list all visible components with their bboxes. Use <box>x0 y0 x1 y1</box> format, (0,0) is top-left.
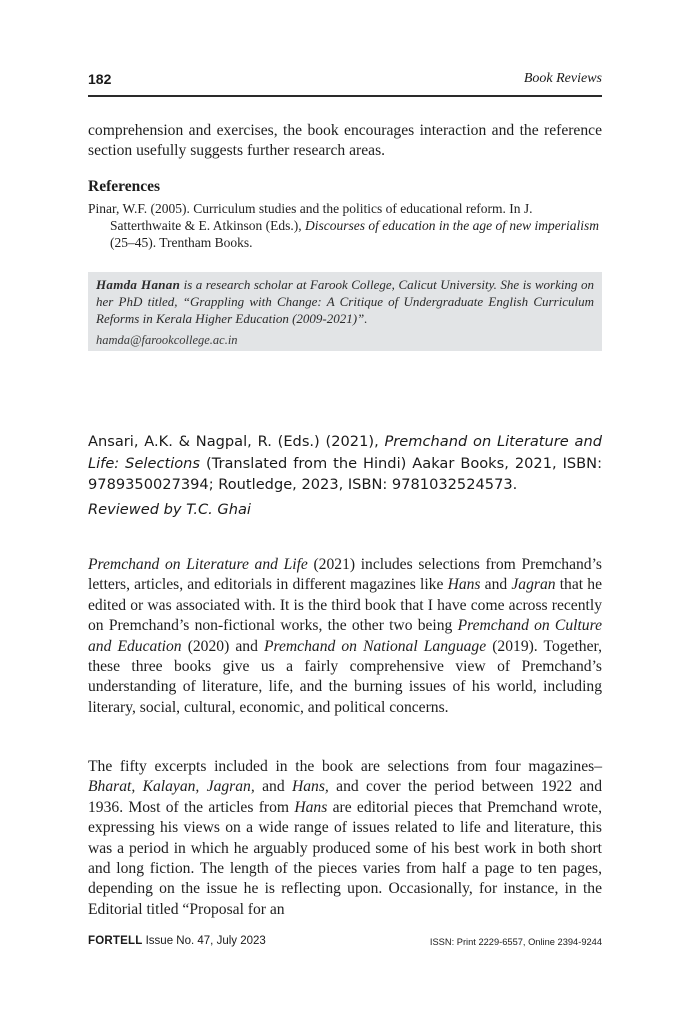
section-title: Book Reviews <box>523 71 602 86</box>
para-segment: that he edited or was associated with. It is the third book that I have come across recently on Premchand’s non-fictional works, the other two being <box>88 576 602 635</box>
author-email: hamda@farookcollege.ac.in <box>96 332 238 347</box>
para-segment: Premchand on Culture and Education <box>88 617 602 655</box>
footer-journal-issue <box>88 935 266 947</box>
para-segment: Jagran <box>511 576 556 594</box>
journal-page <box>88 0 602 1024</box>
journal-brand: FORTELL <box>88 935 143 947</box>
reference-entry <box>88 200 602 252</box>
reference-lead: Pinar, W.F. (2005). Curriculum studies and the politics of educational reform. In J. Satterthwaite & E. Atkinson (Eds.), <box>88 201 533 234</box>
author-bio-text <box>96 276 594 328</box>
para-segment: and cover the period between 1922 and 1936. Most of the articles from <box>88 778 602 816</box>
references-heading: References <box>88 178 161 195</box>
header-rule <box>88 95 602 97</box>
reference-tail: (25–45). Trentham Books. <box>110 235 253 251</box>
author-name: Hamda Hanan <box>96 277 181 292</box>
para-segment: Hans, <box>291 778 329 796</box>
review-paragraph-2 <box>88 757 602 920</box>
issue-label: Issue No. 47, July 2023 <box>142 935 266 947</box>
para-segment: (2019). Together, these three books give us a fairly comprehensive view of Premchand’s understanding of literature, life, and the burning issues of his world, including literary, social, cultural, economic, and political concerns. <box>88 637 602 716</box>
review-paragraph-1 <box>88 555 602 718</box>
footer-issn: ISSN: Print 2229-6557, Online 2394-9244 <box>429 937 602 947</box>
reviewer-byline: Reviewed by T.C. Ghai <box>88 501 251 518</box>
author-bio-description: is a research scholar at Farook College, Calicut University. She is working on her PhD titled, “Grappling with Change: A Critique of Undergraduate English Curriculum Reforms in Kerala Higher Education (2009-2021)”. <box>96 277 594 327</box>
para-segment: (2021) includes selections from Premchand’s letters, articles, and editorials in different magazines like <box>88 556 602 594</box>
review-citation <box>88 431 602 496</box>
para-segment: Hans <box>294 798 328 816</box>
author-bio-box <box>88 272 602 351</box>
para-segment: (2020) and <box>181 637 264 655</box>
carryover-paragraph: comprehension and exercises, the book encourages interaction and the reference section usefully suggests further research areas. <box>88 122 602 160</box>
para-segment: Hans <box>447 576 481 594</box>
running-head <box>88 71 602 89</box>
para-segment: Bharat, Kalayan, Jagran, <box>88 778 255 796</box>
para-segment: The fifty excerpts included in the book are selections from four magazines– <box>88 758 602 775</box>
reference-title: Discourses of education in the age of new imperialism <box>304 218 599 234</box>
citation-authors: Ansari, A.K. & Nagpal, R. (Eds.) (2021), <box>88 433 385 450</box>
para-segment: and <box>254 778 292 796</box>
para-segment: Premchand on National Language <box>263 637 487 655</box>
para-segment: are editorial pieces that Premchand wrote, expressing his views on a wide range of issues related to life and literature, this was a period in which he arguably produced some of his best work in both short and long fiction. The length of the pieces varies from half a page to ten pages, depending on the issue he is reflecting upon. Occasionally, for instance, in the Editorial titled “Proposal for an <box>88 798 602 918</box>
citation-book-title: Premchand on Literature and Life: Selections <box>88 433 602 472</box>
para-segment: Premchand on Literature and Life <box>88 556 308 573</box>
para-segment: and <box>480 576 512 594</box>
page-number: 182 <box>88 71 112 87</box>
citation-publication: (Translated from the Hindi) Aakar Books, 2021, ISBN: 9789350027394; Routledge, 2023, ISBN: 9781032524573. <box>88 454 602 494</box>
